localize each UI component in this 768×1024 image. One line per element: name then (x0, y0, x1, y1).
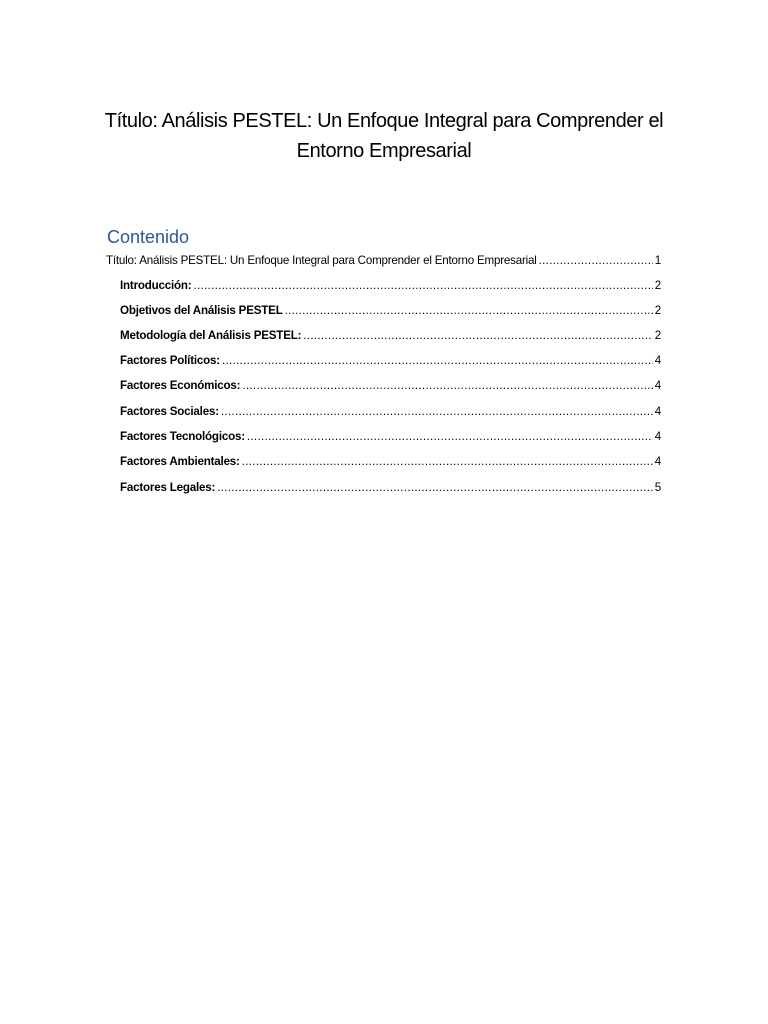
toc-page-number: 5 (654, 481, 661, 494)
toc-page-number: 2 (654, 329, 661, 342)
toc-entry-label: Factores Legales: (120, 481, 216, 494)
toc-dot-leader (222, 353, 653, 369)
toc-dot-leader (217, 480, 653, 496)
toc-heading: Contenido (107, 227, 190, 247)
toc-entry[interactable] (120, 402, 661, 420)
document-title: Título: Análisis PESTEL: Un Enfoque Integral para Comprender el Entorno Empresarial (104, 110, 664, 162)
toc-page-number: 4 (654, 430, 661, 443)
toc-dot-leader (285, 303, 653, 319)
toc-dot-leader (193, 278, 652, 294)
toc-entry-label: Factores Económicos: (120, 379, 241, 392)
toc-entry-label: Factores Tecnológicos: (120, 430, 245, 443)
toc-entry[interactable] (120, 376, 661, 394)
toc-page-number: 4 (654, 455, 661, 468)
toc-entry-label: Factores Políticos: (120, 354, 220, 367)
toc-entry[interactable] (120, 276, 661, 294)
toc-page-number: 4 (654, 354, 661, 367)
toc-page-number: 4 (654, 405, 661, 418)
toc-dot-leader (303, 328, 652, 344)
toc-entry[interactable] (120, 326, 661, 344)
toc-entry[interactable] (106, 251, 661, 269)
toc-page-number: 2 (654, 304, 661, 317)
toc-dot-leader (242, 378, 652, 394)
toc-page-number: 4 (654, 379, 661, 392)
toc-entry-label: Factores Ambientales: (120, 455, 240, 468)
toc-entry[interactable] (120, 427, 661, 445)
toc-page-number: 2 (654, 279, 661, 292)
toc-dot-leader (242, 454, 653, 470)
toc-entry[interactable] (120, 301, 661, 319)
toc-page-number: 1 (654, 254, 661, 267)
toc-entry-label: Metodología del Análisis PESTEL: (120, 329, 302, 342)
toc-entry-label: Introducción: (120, 279, 192, 292)
toc-entry[interactable] (120, 452, 661, 470)
toc-dot-leader (539, 253, 653, 269)
toc-entry-label: Factores Sociales: (120, 405, 219, 418)
toc-entry-label: Objetivos del Análisis PESTEL (120, 304, 283, 317)
toc-entry-label: Título: Análisis PESTEL: Un Enfoque Integral para Comprender el Entorno Empresarial (106, 254, 537, 267)
toc-entry[interactable] (120, 478, 661, 496)
toc-entry[interactable] (120, 351, 661, 369)
toc-dot-leader (221, 404, 653, 420)
toc-dot-leader (247, 429, 653, 445)
